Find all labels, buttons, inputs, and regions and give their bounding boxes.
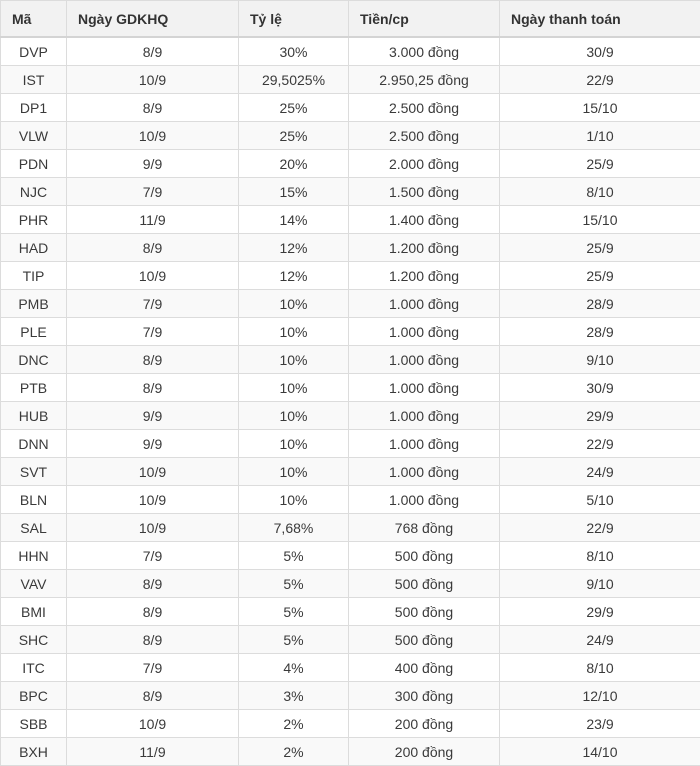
cell-payment-date: 8/10 [500,654,700,682]
cell-ticker: DVP [1,37,67,66]
cell-ratio: 10% [239,430,349,458]
cell-ticker: DNC [1,346,67,374]
cell-ex-date: 7/9 [67,178,239,206]
cell-ratio: 7,68% [239,514,349,542]
cell-ex-date: 9/9 [67,402,239,430]
cell-ticker: HHN [1,542,67,570]
cell-cash-per-share: 1.000 đồng [349,318,500,346]
cell-ratio: 2% [239,710,349,738]
cell-ticker: BLN [1,486,67,514]
cell-ratio: 5% [239,598,349,626]
table-row [1,290,700,318]
cell-ex-date: 10/9 [67,122,239,150]
cell-ex-date: 8/9 [67,682,239,710]
table-row [1,346,700,374]
cell-ratio: 3% [239,682,349,710]
cell-payment-date: 30/9 [500,374,700,402]
cell-cash-per-share: 1.200 đồng [349,234,500,262]
cell-payment-date: 15/10 [500,206,700,234]
cell-ratio: 10% [239,290,349,318]
cell-ratio: 29,5025% [239,66,349,94]
cell-cash-per-share: 1.000 đồng [349,458,500,486]
cell-cash-per-share: 1.000 đồng [349,290,500,318]
cell-payment-date: 28/9 [500,318,700,346]
table-row [1,206,700,234]
cell-ratio: 12% [239,234,349,262]
cell-payment-date: 12/10 [500,682,700,710]
cell-cash-per-share: 1.200 đồng [349,262,500,290]
cell-cash-per-share: 1.000 đồng [349,402,500,430]
table-row [1,234,700,262]
cell-ex-date: 8/9 [67,346,239,374]
table-row [1,598,700,626]
cell-ex-date: 10/9 [67,710,239,738]
cell-payment-date: 25/9 [500,150,700,178]
cell-ex-date: 10/9 [67,262,239,290]
cell-payment-date: 22/9 [500,514,700,542]
cell-ticker: VLW [1,122,67,150]
cell-payment-date: 24/9 [500,458,700,486]
table-row [1,262,700,290]
cell-cash-per-share: 500 đồng [349,598,500,626]
header-ratio: Tỷ lệ [239,1,349,38]
cell-cash-per-share: 1.000 đồng [349,486,500,514]
cell-cash-per-share: 2.950,25 đồng [349,66,500,94]
cell-payment-date: 22/9 [500,430,700,458]
cell-payment-date: 29/9 [500,598,700,626]
cell-payment-date: 8/10 [500,178,700,206]
cell-cash-per-share: 300 đồng [349,682,500,710]
cell-ex-date: 10/9 [67,66,239,94]
cell-ratio: 10% [239,458,349,486]
header-payment-date: Ngày thanh toán [500,1,700,38]
cell-payment-date: 24/9 [500,626,700,654]
cell-cash-per-share: 500 đồng [349,570,500,598]
cell-ex-date: 8/9 [67,94,239,122]
cell-ratio: 10% [239,486,349,514]
cell-ticker: HUB [1,402,67,430]
cell-cash-per-share: 200 đồng [349,738,500,766]
cell-payment-date: 23/9 [500,710,700,738]
cell-ratio: 30% [239,37,349,66]
cell-ex-date: 11/9 [67,206,239,234]
cell-ex-date: 10/9 [67,514,239,542]
cell-ticker: DP1 [1,94,67,122]
table-row [1,402,700,430]
cell-ticker: PLE [1,318,67,346]
cell-cash-per-share: 1.000 đồng [349,374,500,402]
cell-ticker: PHR [1,206,67,234]
table-row [1,37,700,66]
cell-ex-date: 7/9 [67,542,239,570]
cell-ticker: PMB [1,290,67,318]
table-row [1,458,700,486]
cell-ticker: SBB [1,710,67,738]
cell-ticker: NJC [1,178,67,206]
cell-ticker: ITC [1,654,67,682]
cell-ex-date: 8/9 [67,598,239,626]
cell-ticker: VAV [1,570,67,598]
cell-cash-per-share: 2.500 đồng [349,122,500,150]
cell-ticker: PTB [1,374,67,402]
cell-cash-per-share: 1.400 đồng [349,206,500,234]
table-row [1,654,700,682]
cell-payment-date: 29/9 [500,402,700,430]
header-ex-date: Ngày GDKHQ [67,1,239,38]
cell-ticker: DNN [1,430,67,458]
cell-ex-date: 8/9 [67,234,239,262]
table-body [1,37,700,766]
cell-ratio: 25% [239,94,349,122]
cell-ratio: 15% [239,178,349,206]
cell-ticker: BXH [1,738,67,766]
cell-ratio: 5% [239,542,349,570]
cell-ex-date: 9/9 [67,430,239,458]
table-row [1,514,700,542]
cell-cash-per-share: 1.500 đồng [349,178,500,206]
cell-cash-per-share: 200 đồng [349,710,500,738]
cell-ex-date: 8/9 [67,570,239,598]
cell-ex-date: 7/9 [67,290,239,318]
cell-ratio: 10% [239,374,349,402]
cell-ratio: 10% [239,402,349,430]
cell-ratio: 2% [239,738,349,766]
cell-cash-per-share: 1.000 đồng [349,430,500,458]
cell-ticker: IST [1,66,67,94]
table-row [1,374,700,402]
cell-ticker: SAL [1,514,67,542]
cell-payment-date: 5/10 [500,486,700,514]
cell-ratio: 10% [239,346,349,374]
table-row [1,150,700,178]
cell-ex-date: 11/9 [67,738,239,766]
cell-payment-date: 8/10 [500,542,700,570]
cell-payment-date: 15/10 [500,94,700,122]
cell-cash-per-share: 500 đồng [349,542,500,570]
cell-payment-date: 22/9 [500,66,700,94]
cell-payment-date: 9/10 [500,570,700,598]
cell-cash-per-share: 2.000 đồng [349,150,500,178]
cell-ticker: BPC [1,682,67,710]
cell-cash-per-share: 400 đồng [349,654,500,682]
cell-cash-per-share: 3.000 đồng [349,37,500,66]
cell-payment-date: 9/10 [500,346,700,374]
cell-payment-date: 25/9 [500,262,700,290]
table-row [1,178,700,206]
cell-ratio: 20% [239,150,349,178]
header-ticker: Mã [1,1,67,38]
cell-payment-date: 30/9 [500,37,700,66]
cell-ex-date: 7/9 [67,318,239,346]
cell-payment-date: 14/10 [500,738,700,766]
cell-ticker: SVT [1,458,67,486]
table-row [1,682,700,710]
cell-ex-date: 8/9 [67,374,239,402]
table-row [1,122,700,150]
cell-ex-date: 9/9 [67,150,239,178]
cell-ticker: TIP [1,262,67,290]
cell-ratio: 5% [239,626,349,654]
cell-ticker: HAD [1,234,67,262]
table-row [1,626,700,654]
table-row [1,542,700,570]
cell-cash-per-share: 1.000 đồng [349,346,500,374]
header-cash-per-share: Tiền/cp [349,1,500,38]
cell-ticker: SHC [1,626,67,654]
cell-ex-date: 8/9 [67,626,239,654]
cell-ratio: 25% [239,122,349,150]
cell-payment-date: 28/9 [500,290,700,318]
table-row [1,318,700,346]
cell-ratio: 14% [239,206,349,234]
table-row [1,570,700,598]
cell-payment-date: 1/10 [500,122,700,150]
table-row [1,94,700,122]
cell-ticker: BMI [1,598,67,626]
cell-ratio: 10% [239,318,349,346]
cell-ex-date: 8/9 [67,37,239,66]
table-row [1,710,700,738]
table-row [1,66,700,94]
cell-cash-per-share: 768 đồng [349,514,500,542]
cell-cash-per-share: 2.500 đồng [349,94,500,122]
header-row [1,1,700,38]
cell-payment-date: 25/9 [500,234,700,262]
cell-ratio: 12% [239,262,349,290]
table-row [1,486,700,514]
cell-cash-per-share: 500 đồng [349,626,500,654]
cell-ex-date: 10/9 [67,486,239,514]
cell-ratio: 5% [239,570,349,598]
table-row [1,738,700,766]
cell-ratio: 4% [239,654,349,682]
cell-ex-date: 10/9 [67,458,239,486]
table-header [1,1,700,38]
cell-ex-date: 7/9 [67,654,239,682]
cell-ticker: PDN [1,150,67,178]
table-row [1,430,700,458]
